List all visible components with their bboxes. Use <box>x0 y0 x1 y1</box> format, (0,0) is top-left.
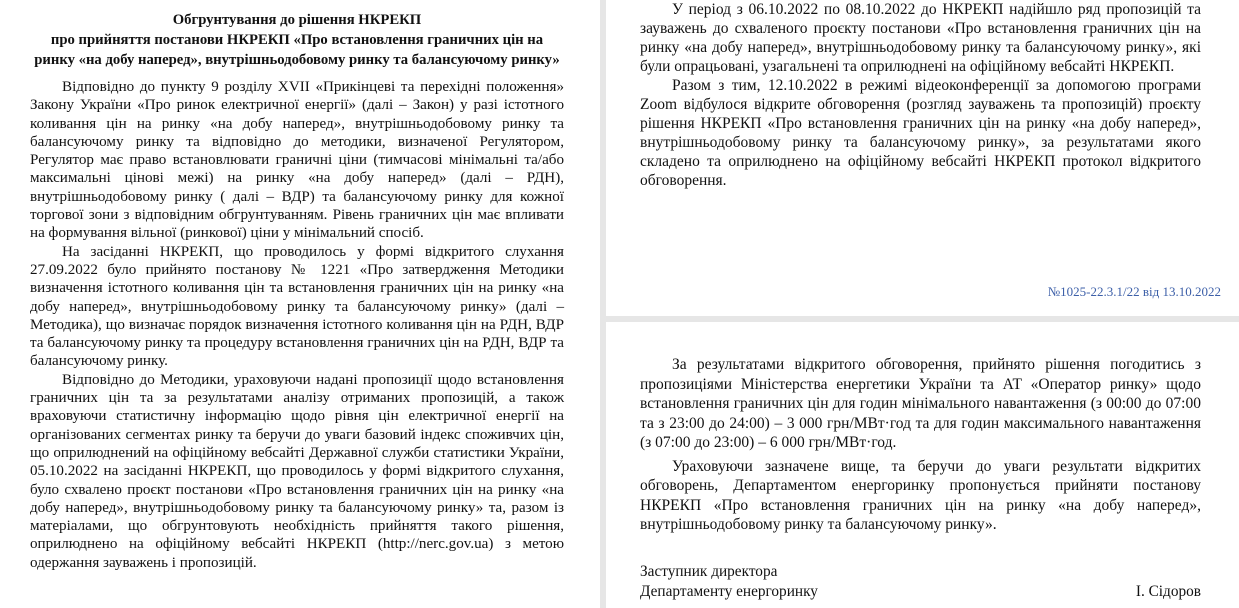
signatory-position-line-2: Департаменту енергоринку <box>640 583 818 600</box>
paragraph-6: За результатами відкритого обговорення, прийнято рішення погодитись з пропозиціями Міністерства енергетики України та АТ «Оператор ринку» щодо встановлення граничних цін для годин мінімального навантаження (з 00:00 до 07:00 та з 23:00 до 24:00) – 3 000 грн/МВт·год та для годин максимального навантаження (з 07:00 до 23:00) – 6 000 грн/МВт·год. <box>640 356 1201 451</box>
title-line-1: Обгрунтування до рішення НКРЕКП <box>172 12 422 28</box>
signatory-position-line-1: Заступник директора <box>640 563 778 580</box>
document-page-right-top <box>606 0 1239 316</box>
paragraph-2: На засіданні НКРЕКП, що проводилось у формі відкритого слухання 27.09.2022 було прийнято постанову № 1221 «Про затвердження Методики визначення істотного коливання цін та встановлення граничних цін на ринку «на добу наперед», внутрішньодобовому ринку та балансуючому ринку» (далі – Методика), що визначає порядок визначення істотного коливання цін на РДН, ВДР та балансуючому ринку та процедуру встановлення граничних цін на РДН, ВДР та балансуючому ринку. <box>30 243 564 370</box>
document-page-right-bottom <box>606 322 1239 608</box>
document-title <box>30 10 564 70</box>
paragraph-7: Ураховуючи зазначене вище, та беручи до уваги результати відкритих обговорень, Департаментом енергоринку пропонується прийняти постанову НКРЕКП «Про встановлення граничних цін на ринку «на добу наперед», внутрішньодобовому ринку та балансуючому ринку». <box>640 457 1201 533</box>
title-line-2: про прийняття постанови НКРЕКП «Про встановлення граничних цін на ринку «на добу наперед», внутрішньодобовому ринку та балансуючому ринку» <box>34 32 560 68</box>
paragraph-4: У період з 06.10.2022 по 08.10.2022 до НКРЕКП надійшло ряд пропозицій та зауважень до схваленого проєкту постанови «Про встановлення граничних цін на ринку «на добу наперед», внутрішньодобовому ринку та балансуючому ринку», які були опрацьовані, узагальнені та оприлюднені на офіційному вебсайті НКРЕКП. <box>640 1 1201 75</box>
paragraph-5: Разом з тим, 12.10.2022 в режимі відеоконференції за допомогою програми Zoom відбулося відкрите обговорення (розгляд зауважень та пропозицій) проєкту рішення НКРЕКП «Про встановлення граничних цін на ринку «на добу наперед», внутрішньодобовому ринку та балансуючому ринку», за результатами якого складено та оприлюднено на офіційному вебсайті НКРЕКП протокол відкритого обговорення. <box>640 77 1201 189</box>
paragraph-3: Відповідно до Методики, ураховуючи надані пропозиції щодо встановлення граничних цін та за результатами аналізу отриманих пропозицій, а також враховуючи статистичну інформацію щодо рівня цін електричної енергії на організованих сегментах ринку та беручи до уваги базовий індекс споживчих цін, що оприлюднений на офіційному вебсайті Державної служби статистики України, 05.10.2022 на засіданні НКРЕКП, що проводилось у формі відкритого слухання, було схвалено проєкт постанови «Про встановлення граничних цін на ринку «на добу наперед», внутрішньодобовому ринку та балансуючому ринку» та, разом із матеріалами, що обгрунтовують необхідність прийняття такого рішення, оприлюднено на офіційному вебсайті НКРЕКП (http://nerc.gov.ua) з метою одержання зауважень і пропозицій. <box>30 371 564 571</box>
signature-block <box>640 562 1201 602</box>
paragraph-1: Відповідно до пункту 9 розділу XVII «Прикінцеві та перехідні положення» Закону України «Про ринок електричної енергії» (далі – Закон) у разі істотного коливання цін на ринку «на добу наперед», внутрішньодобовому ринку та балансуючому ринку та відповідно до методики, визначеної Регулятором, Регулятор має право встановлювати граничні ціни (тимчасові мінімальні та/або максимальні цінові межі) на ринку «на добу наперед» (далі – РДН), внутрішньодобовому ринку ( далі – ВДР) та балансуючому ринку для кожної торгової зони з відповідним обгрунтуванням. Рівень граничних цін має впливати на формування вільної (ринкової) ціни у мінімальний спосіб. <box>30 79 564 242</box>
signatory-name: І. Сідоров <box>1135 583 1201 600</box>
registration-stamp: №1025-22.3.1/22 від 13.10.2022 <box>1047 284 1221 299</box>
document-page-left <box>0 0 600 608</box>
